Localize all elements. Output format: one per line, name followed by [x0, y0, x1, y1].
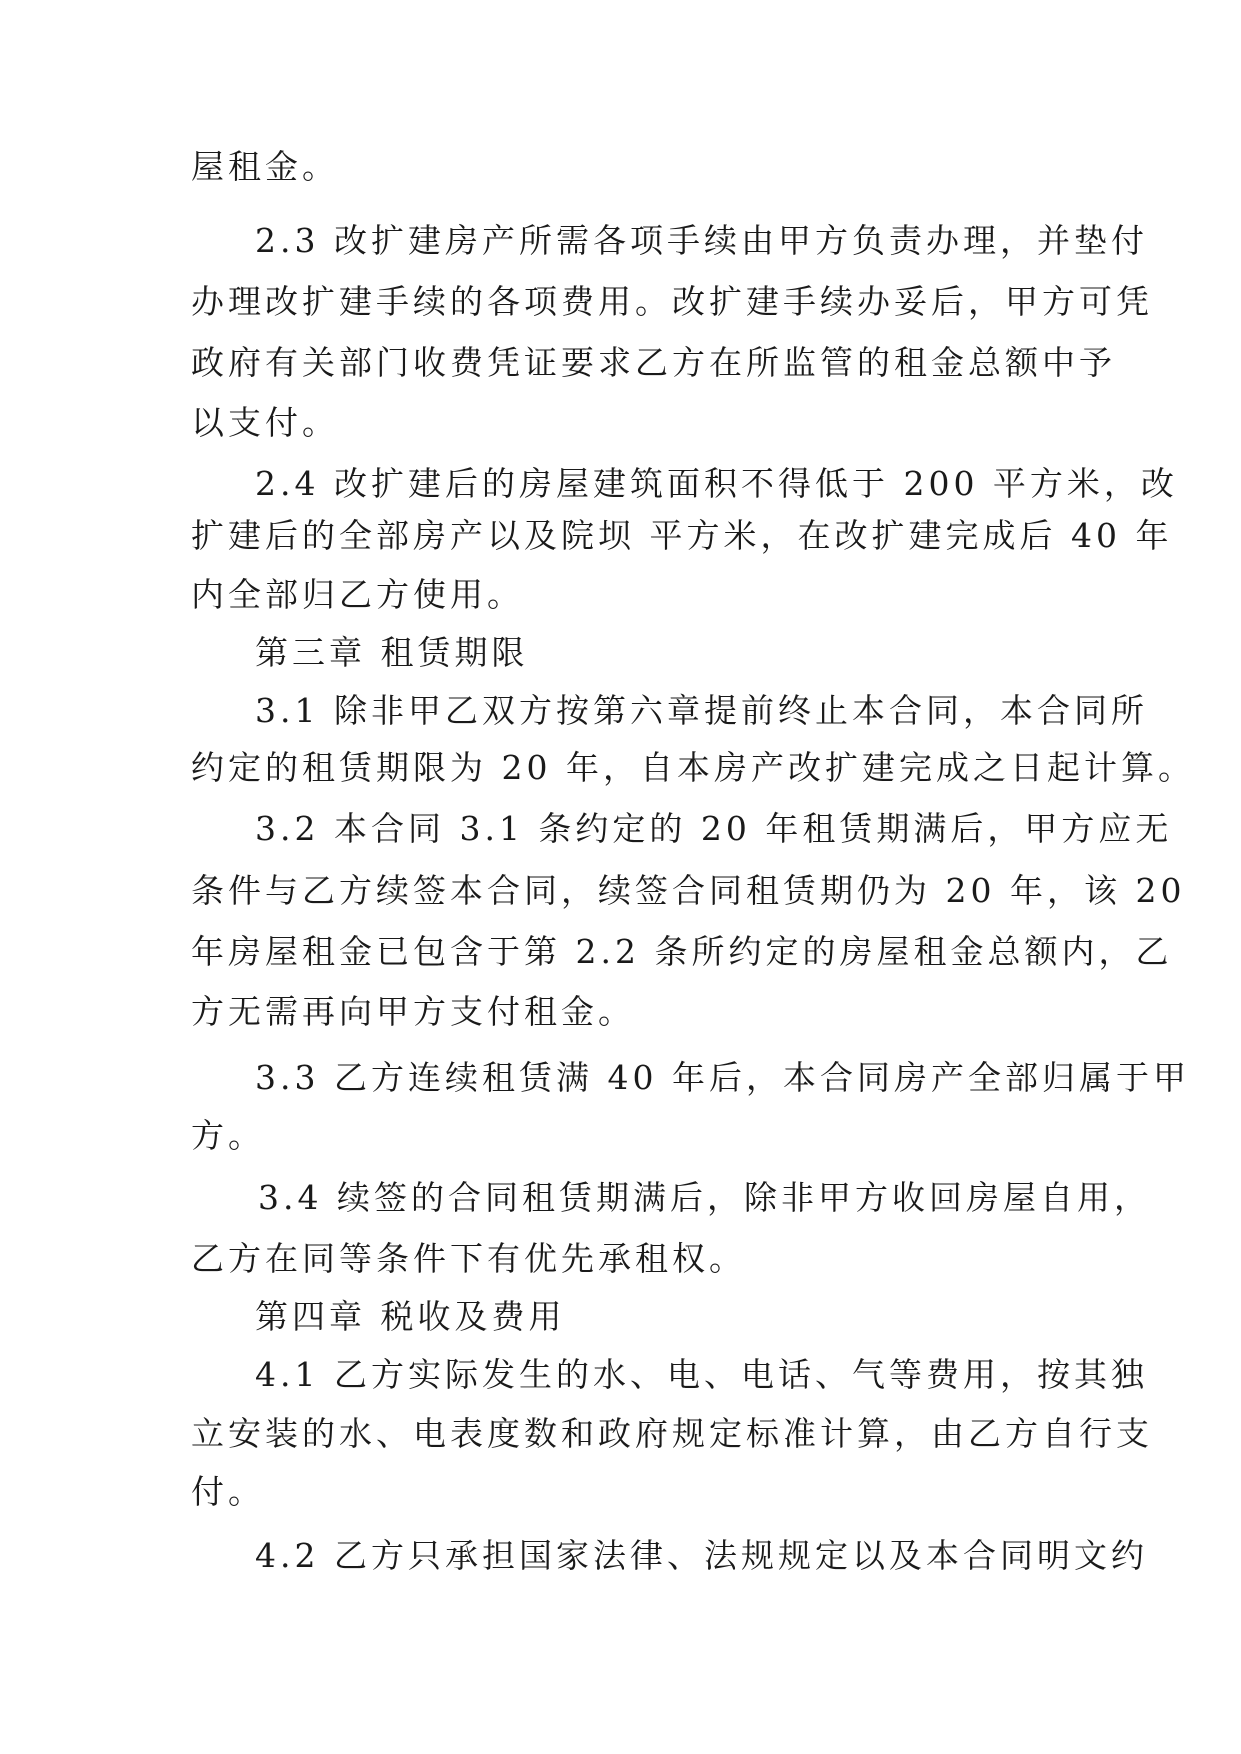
chapter-3-heading: 第三章 租赁期限	[255, 633, 529, 672]
text-line: 办理改扩建手续的各项费用。改扩建手续办妥后，甲方可凭	[191, 282, 1153, 321]
clause-3-4-line: 3.4 续签的合同租赁期满后，除非甲方收回房屋自用，	[258, 1178, 1151, 1217]
clause-2-4-line: 2.4 改扩建后的房屋建筑面积不得低于 200 平方米，改	[255, 464, 1178, 503]
text-line: 立安装的水、电表度数和政府规定标准计算，由乙方自行支	[191, 1414, 1153, 1453]
text-line: 屋租金。	[191, 147, 339, 186]
clause-4-1-line: 4.1 乙方实际发生的水、电、电话、气等费用，按其独	[255, 1355, 1148, 1394]
text-line: 以支付。	[191, 403, 339, 442]
clause-4-2-line: 4.2 乙方只承担国家法律、法规规定以及本合同明文约	[255, 1536, 1148, 1575]
clause-3-3-line: 3.3 乙方连续租赁满 40 年后，本合同房产全部归属于甲	[255, 1058, 1190, 1097]
text-line: 方。	[191, 1116, 265, 1155]
text-line: 扩建后的全部房产以及院坝 平方米，在改扩建完成后 40 年	[191, 516, 1173, 555]
text-line: 政府有关部门收费凭证要求乙方在所监管的租金总额中予	[191, 343, 1116, 382]
text-line: 付。	[191, 1472, 265, 1511]
clause-3-2-line: 3.2 本合同 3.1 条约定的 20 年租赁期满后，甲方应无	[255, 809, 1173, 848]
chapter-4-heading: 第四章 税收及费用	[255, 1297, 566, 1336]
clause-2-3-line: 2.3 改扩建房产所需各项手续由甲方负责办理，并垫付	[255, 221, 1148, 260]
text-line: 内全部归乙方使用。	[191, 575, 524, 614]
text-line: 乙方在同等条件下有优先承租权。	[191, 1239, 746, 1278]
text-line: 约定的租赁期限为 20 年，自本房产改扩建完成之日起计算。	[191, 748, 1195, 787]
text-line: 条件与乙方续签本合同，续签合同租赁期仍为 20 年，该 20	[191, 871, 1186, 910]
text-line: 年房屋租金已包含于第 2.2 条所约定的房屋租金总额内，乙	[191, 932, 1173, 971]
clause-3-1-line: 3.1 除非甲乙双方按第六章提前终止本合同，本合同所	[255, 691, 1148, 730]
text-line: 方无需再向甲方支付租金。	[191, 992, 635, 1031]
